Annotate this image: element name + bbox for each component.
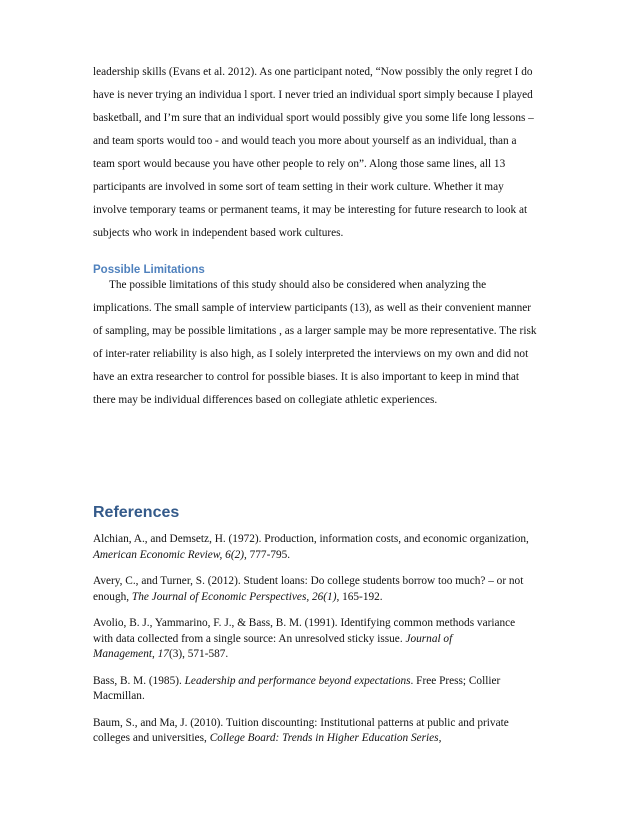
reference-text: Avery, C., and Turner, S. (2012). Student loans: Do college students borrow too much? – or not — [93, 575, 524, 587]
reference-line — [93, 632, 553, 648]
body-line: leadership skills (Evans et al. 2012). As one participant noted, “Now possibly the only regret I do — [93, 66, 533, 78]
reference-entry — [93, 574, 553, 605]
reference-italic-text: College Board: Trends in Higher Education Series, — [209, 732, 442, 744]
reference-text: colleges and universities, — [93, 732, 210, 744]
body-line: and team sports would too - and would teach you more about yourself as an individual, than a — [93, 135, 517, 147]
reference-line — [93, 548, 553, 564]
reference-line — [93, 731, 553, 747]
reference-italic-text: Journal of — [405, 632, 453, 645]
reference-line — [93, 689, 553, 705]
reference-line — [93, 716, 553, 732]
body-line: subjects who work in independent based work cultures. — [93, 227, 344, 239]
reference-italic-text: 17 — [157, 648, 169, 660]
reference-text: Baum, S., and Ma, J. (2010). Tuition discounting: Institutional patterns at public and private — [93, 716, 509, 729]
reference-line — [93, 532, 553, 548]
limitations-paragraph — [93, 274, 553, 412]
body-line: of sampling, may be possible limitations , as a larger sample may be more representative. The risk — [93, 325, 537, 337]
discussion-continuation — [93, 61, 553, 245]
reference-text: 165-192. — [339, 590, 383, 603]
references-list — [93, 532, 553, 758]
reference-italic-text: The Journal of Economic Perspectives, 26(1), — [131, 590, 340, 603]
reference-text: Macmillan. — [93, 690, 145, 702]
reference-line — [93, 590, 553, 606]
reference-italic-text: Leadership and performance beyond expectations — [184, 674, 411, 687]
reference-entry — [93, 532, 553, 563]
reference-text: Avolio, B. J., Yammarino, F. J., & Bass, B. M. (1991). Identifying common methods variance — [93, 617, 516, 629]
reference-entry — [93, 716, 553, 747]
body-line: The possible limitations of this study should also be considered when analyzing the — [109, 279, 487, 291]
reference-line — [93, 674, 553, 690]
body-line: of inter-rater reliability is also high, as I solely interpreted the interviews on my own and did not — [93, 348, 529, 360]
reference-text: (3), 571-587. — [168, 648, 229, 660]
body-line: implications. The small sample of interview participants (13), as well as their convenient manner — [93, 302, 532, 314]
body-line: team sport would because you have other people to rely on”. Along those same lines, all 13 — [93, 158, 506, 170]
reference-line — [93, 647, 553, 663]
body-line: there may be individual differences based on collegiate athletic experiences. — [93, 394, 438, 406]
reference-text: Alchian, A., and Demsetz, H. (1972). Production, information costs, and economic organization, — [93, 533, 529, 545]
reference-text: 777-795. — [246, 548, 291, 561]
reference-italic-text: Management — [93, 648, 152, 660]
reference-text: enough, — [93, 590, 132, 603]
body-line: participants are involved in some sort of team setting in their work culture. Whether it may — [93, 181, 504, 193]
reference-italic-text: American Economic Review, 6(2), — [93, 548, 247, 561]
reference-text: with data collected from a single source: An unresolved sticky issue. — [93, 632, 406, 645]
body-line: involve temporary teams or permanent teams, it may be interesting for future research to look at — [93, 204, 528, 216]
body-line: have is never trying an individua l sport. I never tried an individual sport simply because I played — [93, 89, 533, 101]
reference-line — [93, 616, 553, 632]
body-line: have an extra researcher to control for possible biases. It is also important to keep in mind that — [93, 371, 520, 383]
limitations-heading: Possible Limitations — [93, 264, 205, 276]
reference-entry — [93, 674, 553, 705]
references-heading: References — [93, 504, 180, 521]
body-line: basketball, and I’m sure that an individual sport would possibly give you some life long lessons – — [93, 112, 534, 124]
reference-text: , — [151, 648, 158, 660]
reference-line — [93, 574, 553, 590]
reference-text: . Free Press; Collier — [410, 674, 501, 687]
reference-entry — [93, 616, 553, 663]
reference-text: Bass, B. M. (1985). — [93, 674, 185, 687]
